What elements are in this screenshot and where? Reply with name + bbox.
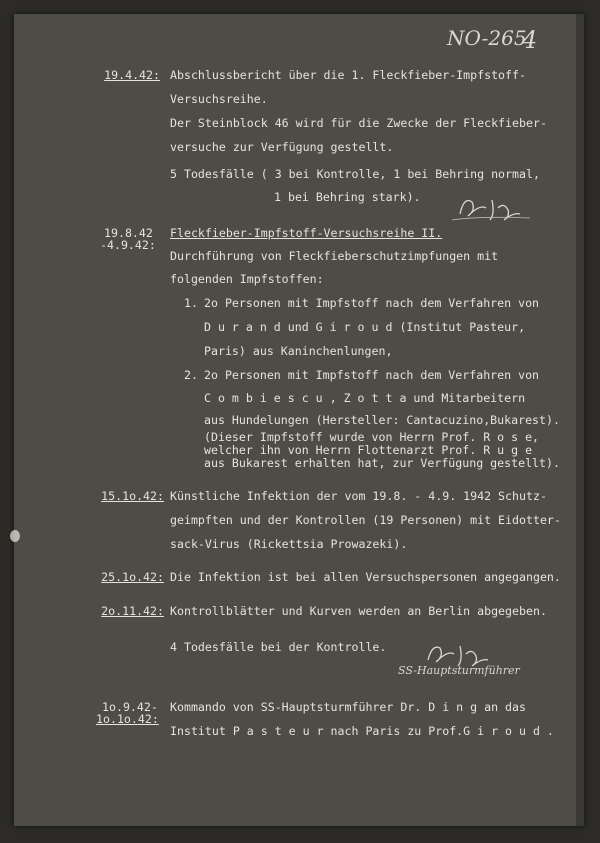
item-note-line: welcher ihn von Herrn Flottenarzt Prof. R u g e [204, 443, 533, 457]
entry-text-line: Kontrollblätter und Kurven werden an Berlin abgegeben. [170, 604, 547, 618]
death-count-cont: 1 bei Behring stark). [274, 190, 421, 204]
item-line: D u r a n d und G i r o u d (Institut Pasteur, [204, 320, 526, 334]
item-line: Paris) aus Kaninchenlungen, [204, 344, 393, 358]
death-count: 5 Todesfälle ( 3 bei Kontrolle, 1 bei Behring normal, [170, 167, 540, 181]
item-note-line: aus Bukarest erhalten hat, zur Verfügung gestellt). [204, 456, 560, 470]
entry-date: 2o.11.42: [101, 604, 164, 618]
item-line: C o m b i e s c u , Z o t t a und Mitarbeitern [204, 391, 526, 405]
entry-text-line: Durchführung von Fleckfieberschutzimpfungen mit [170, 249, 499, 263]
entry-date: -4.9.42: [100, 238, 156, 252]
item-number: 2. [184, 368, 198, 382]
entry-text-line: Versuchsreihe. [170, 92, 268, 106]
item-number: 1. [184, 296, 198, 310]
entry-date: 19.4.42: [104, 68, 160, 82]
signature-title: SS-Hauptsturmführer [398, 664, 520, 677]
entry-text-line: Abschlussbericht über die 1. Fleckfieber-Impfstoff- [170, 68, 526, 82]
item-line: 2o Personen mit Impfstoff nach dem Verfahren von [204, 296, 540, 310]
entry-date: 25.1o.42: [101, 570, 164, 584]
page-number: 4 [522, 26, 538, 54]
entry-text-line: Institut P a s t e u r nach Paris zu Prof.G i r o u d . [170, 724, 554, 738]
item-line: 2o Personen mit Impfstoff nach dem Verfahren von [204, 368, 540, 382]
entry-text-line: Die Infektion ist bei allen Versuchspersonen angegangen. [170, 570, 561, 584]
entry-text-line: sack-Virus (Rickettsia Prowazeki). [170, 537, 408, 551]
page-edge [576, 14, 584, 826]
entry-text-line: Kommando von SS-Hauptsturmführer Dr. D i n g an das [170, 700, 526, 714]
punch-hole [10, 530, 20, 542]
death-count: 4 Todesfälle bei der Kontrolle. [170, 640, 387, 654]
entry-text-line: versuche zur Verfügung gestellt. [170, 140, 394, 154]
entry-text-line: Der Steinblock 46 wird für die Zwecke der Fleckfieber- [170, 116, 547, 130]
entry-text-line: folgenden Impfstoffen: [170, 272, 324, 286]
item-line: aus Hundelungen (Hersteller: Cantacuzino,Bukarest). [204, 413, 560, 427]
item-note-line: (Dieser Impfstoff wurde von Herrn Prof. R o s e, [204, 430, 540, 444]
entry-date: 19.8.42 [104, 226, 153, 240]
signature-initials-1 [440, 190, 540, 230]
entry-text-line: Künstliche Infektion der vom 19.8. - 4.9. 1942 Schutz- [170, 489, 547, 503]
section-title: Fleckfieber-Impfstoff-Versuchsreihe II. [170, 226, 443, 240]
entry-date: 1o.1o.42: [96, 712, 159, 726]
entry-date: 1o.9.42- [102, 700, 158, 714]
entry-date: 15.1o.42: [101, 489, 164, 503]
archive-reference: NO-265 [447, 26, 527, 50]
entry-text-line: geimpften und der Kontrollen (19 Personen) mit Eidotter- [170, 513, 561, 527]
